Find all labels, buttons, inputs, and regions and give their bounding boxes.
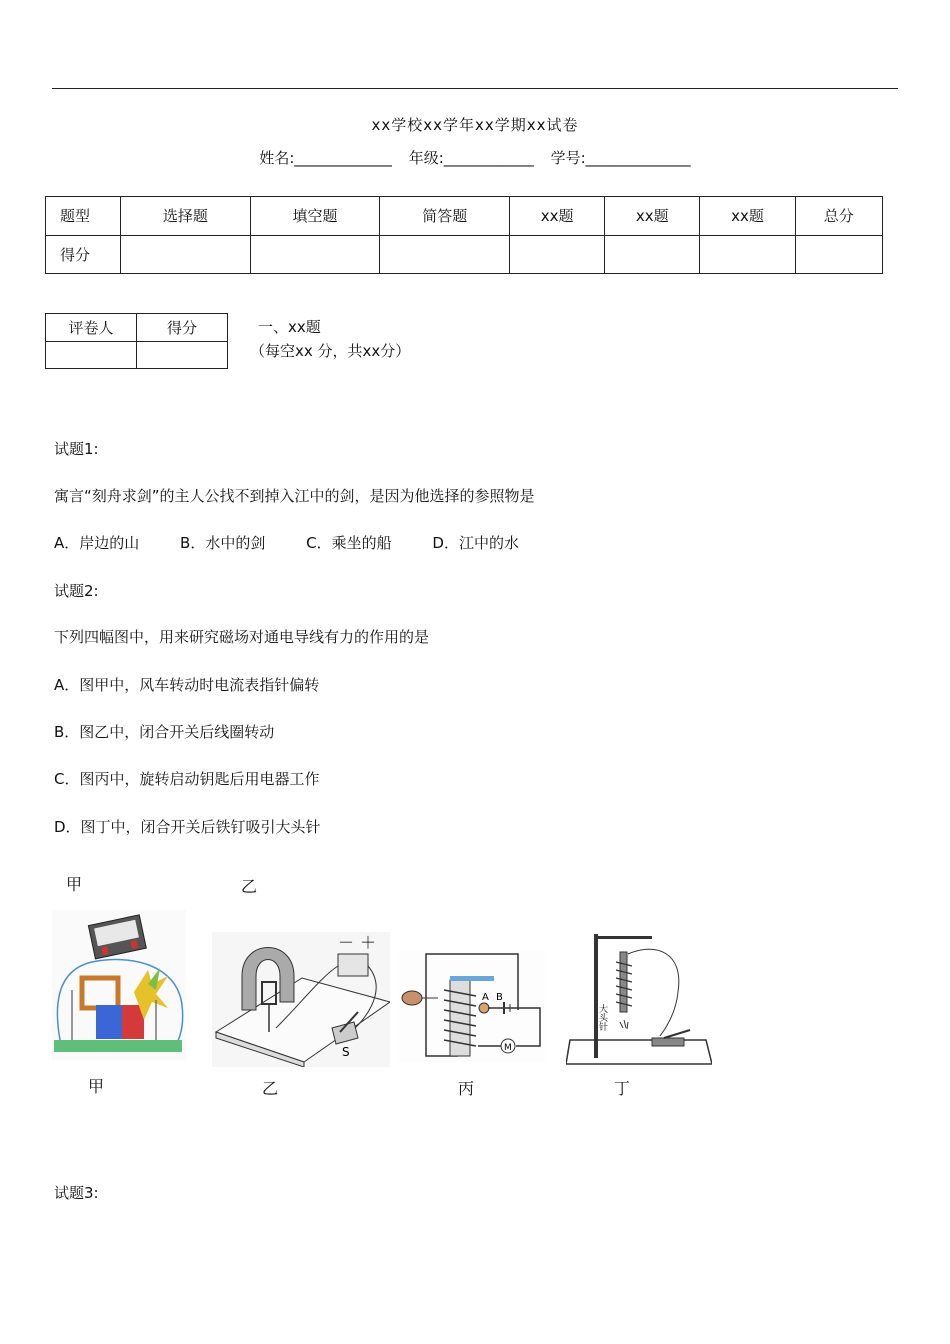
fig-label-jia: 甲	[88, 1077, 105, 1096]
grader-score-input-cell[interactable]	[137, 341, 228, 369]
top-label-jia: 甲	[66, 875, 83, 894]
fig-label-yi: 乙	[262, 1079, 279, 1098]
score-input-cell[interactable]	[605, 235, 700, 274]
figure-yi	[212, 932, 390, 1067]
score-input-cell[interactable]	[121, 235, 251, 274]
score-table	[45, 196, 883, 274]
student-id-field[interactable]: 学号:______________	[550, 149, 691, 167]
score-table-score-row	[46, 235, 883, 274]
score-header-cell: 简答题	[380, 197, 510, 236]
grader-input-cell[interactable]	[46, 341, 137, 369]
yi-switch-label: S	[342, 1045, 350, 1059]
score-row-label: 得分	[46, 235, 121, 274]
score-header-cell: 填空题	[250, 197, 380, 236]
name-field[interactable]: 姓名:_____________	[259, 149, 392, 167]
figure-jia	[52, 910, 186, 1060]
exam-title: xx学校xx学年xx学期xx试卷	[371, 116, 579, 134]
section-note: （每空xx 分，共xx分）	[250, 342, 411, 360]
q2-option-c[interactable]: C．图丙中，旋转启动钥匙后用电器工作	[54, 770, 320, 788]
fig-label-bing: 丙	[458, 1079, 475, 1098]
score-input-cell[interactable]	[700, 235, 795, 274]
bing-motor-label: M	[504, 1043, 512, 1053]
score-table-header-row	[46, 197, 883, 236]
yi-minus-sign: －	[338, 933, 355, 952]
score-header-cell: xx题	[700, 197, 795, 236]
q2-text: 下列四幅图中，用来研究磁场对通电导线有力的作用的是	[54, 628, 430, 646]
score-header-cell: 总分	[795, 197, 882, 236]
q2-option-b[interactable]: B．图乙中，闭合开关后线圈转动	[54, 723, 275, 741]
score-header-cell: 选择题	[121, 197, 251, 236]
section-title: 一、xx题	[258, 318, 321, 336]
q2-option-a[interactable]: A．图甲中，风车转动时电流表指针偏转	[54, 676, 320, 694]
q2-label: 试题2:	[54, 582, 99, 600]
bing-contact-b: B	[496, 992, 503, 1003]
fig-label-ding: 丁	[614, 1079, 631, 1098]
ding-pins-label: 大头针	[597, 1004, 607, 1031]
q3-label: 试题3:	[54, 1184, 99, 1202]
score-header-cell: xx题	[605, 197, 700, 236]
score-input-cell[interactable]	[510, 235, 605, 274]
header-rule	[52, 88, 898, 89]
q2-option-d[interactable]: D．图丁中，闭合开关后铁钉吸引大头针	[54, 818, 321, 836]
q1-option-a[interactable]: A．岸边的山	[54, 534, 140, 552]
q1-option-c[interactable]: C．乘坐的船	[306, 534, 392, 552]
bing-contact-a: A	[482, 992, 489, 1003]
grader-table	[45, 313, 228, 369]
grader-score-header: 得分	[137, 314, 228, 342]
figure-ding	[566, 932, 712, 1066]
figure-bing	[398, 950, 546, 1062]
q1-option-b[interactable]: B．水中的剑	[180, 534, 266, 552]
score-input-cell[interactable]	[250, 235, 380, 274]
q1-options	[54, 532, 555, 553]
score-header-cell: 题型	[46, 197, 121, 236]
q1-option-d[interactable]: D．江中的水	[432, 534, 519, 552]
grader-header: 评卷人	[46, 314, 137, 342]
score-input-cell[interactable]	[380, 235, 510, 274]
q1-label: 试题1:	[54, 440, 99, 458]
yi-plus-sign: ＋	[360, 933, 377, 952]
score-header-cell: xx题	[510, 197, 605, 236]
score-input-cell[interactable]	[795, 235, 882, 274]
q1-text: 寓言“刻舟求剑”的主人公找不到掉入江中的剑，是因为他选择的参照物是	[54, 487, 535, 505]
top-label-yi: 乙	[241, 877, 258, 896]
student-info	[0, 147, 950, 168]
grade-field[interactable]: 年级:____________	[408, 149, 534, 167]
